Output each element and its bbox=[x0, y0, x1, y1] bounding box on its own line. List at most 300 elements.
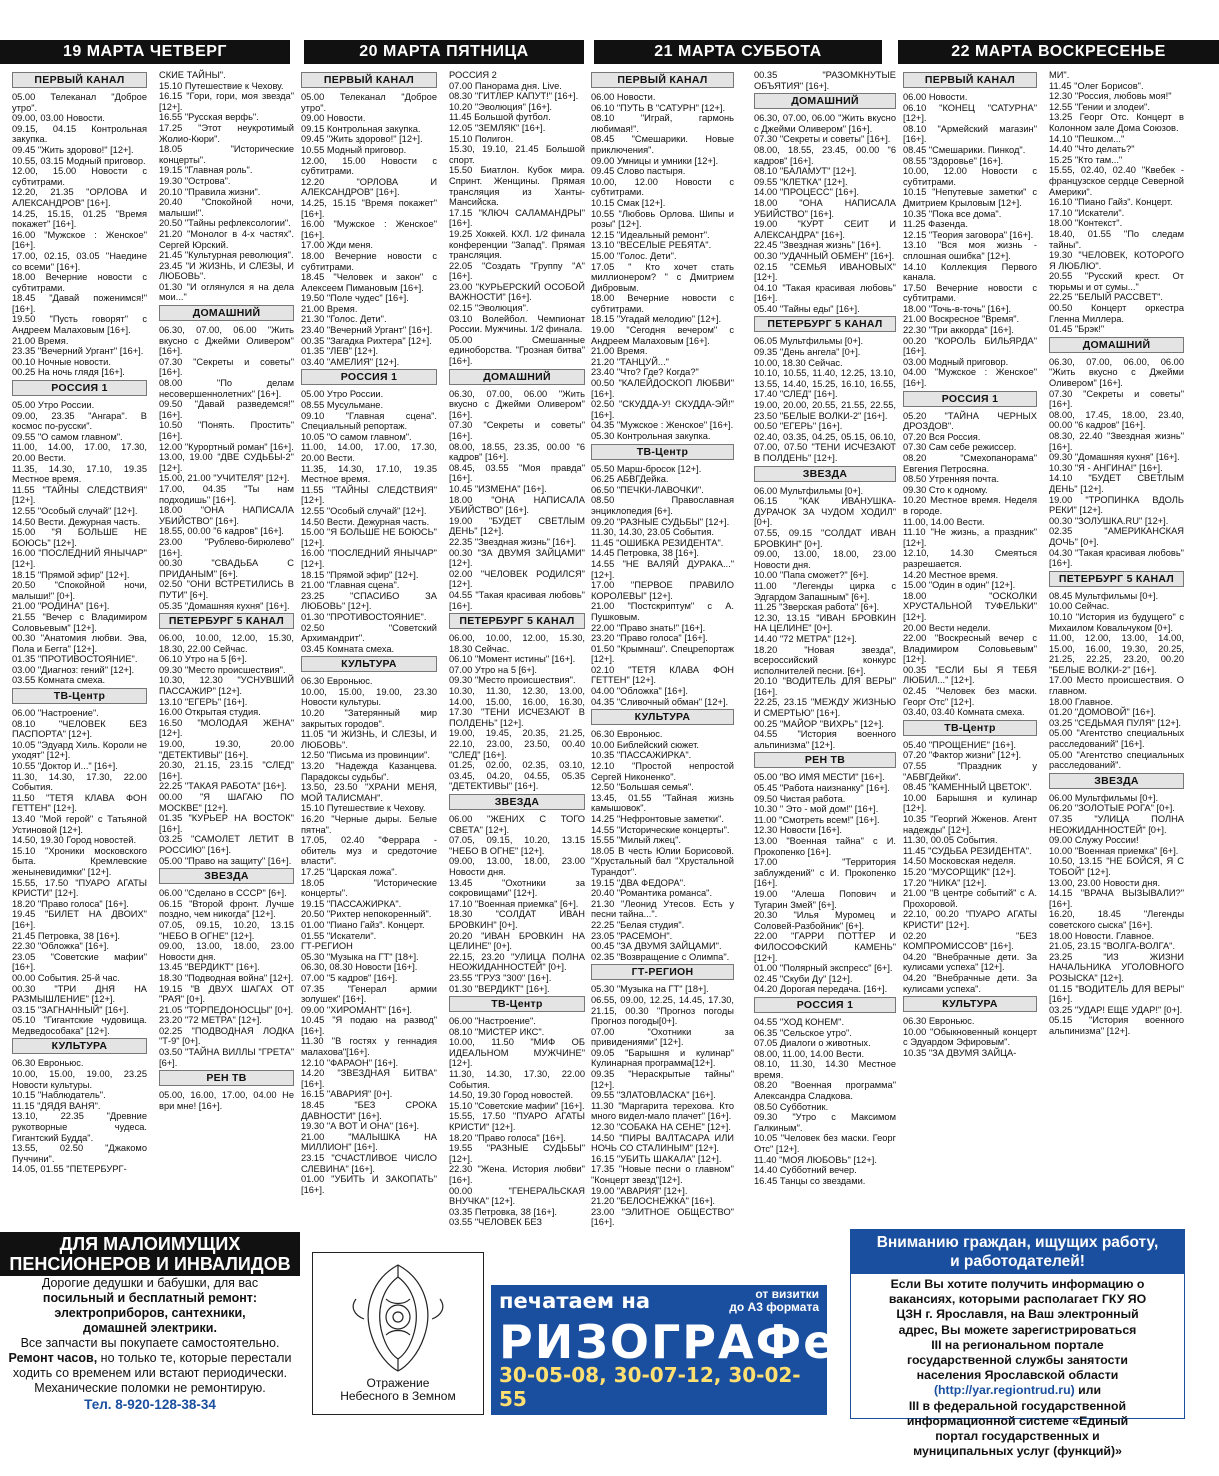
program-listing: 22.00 "Право знать!" [16+]. bbox=[591, 622, 706, 633]
program-listing: 07.30 "Секреты и советы" [16+]. bbox=[449, 420, 585, 441]
program-listing: 11.10 "Не жизнь, а праздник" [12+]. bbox=[903, 527, 1037, 548]
program-listing: 19.00 "Сегодня вечером" с Андреем Малаховым [16+]. bbox=[591, 325, 734, 346]
program-listing: 18.05 В честь Юлии Борисовой. "Хрустальный бал "Хрустальной Турандот". bbox=[591, 845, 734, 877]
program-listing: 09.50 "Давай разведемся!" [16+]. bbox=[159, 399, 294, 420]
program-listing: 23.00 "КУРЬЕРСКИЙ ОСОБОЙ ВАЖНОСТИ" [16+]. bbox=[449, 281, 585, 303]
program-listing: 12.10 "ФАРАОН" [16+]. bbox=[301, 1057, 399, 1068]
program-listing: 00.30 "ТРИ ДНЯ НА РАЗМЫШЛЕНИЕ" [12+]. bbox=[12, 983, 147, 1005]
program-listing: 13.40 "Мой герой" с Татьяной Устиновой [12+]. bbox=[12, 814, 147, 835]
program-listing: 07.00 "5 кадров" [16+]. bbox=[301, 972, 398, 983]
program-listing: 15.55, 17.50 "ПУАРО АГАТЫ КРИСТИ" [12+]. bbox=[449, 1111, 585, 1133]
program-listing: 18.45 "БЕЗ СРОКА ДАВНОСТИ" [16+]. bbox=[301, 1100, 437, 1121]
program-listing: 22.25 "БЕЛЫЙ РАССВЕТ". bbox=[1049, 292, 1164, 303]
program-listing: 01.30 "ВЕРДИКТ" [16+]. bbox=[449, 983, 550, 994]
program-listing: 01.35 "ПРОТИВОСТОЯНИЕ". bbox=[12, 654, 138, 665]
program-listing: 23.40 "Что? Где? Когда?" bbox=[591, 367, 699, 378]
program-listing: 00.00 События. 25-й час. bbox=[12, 972, 120, 983]
jobs-ad-title-2: и работодателей! bbox=[950, 1253, 1085, 1270]
program-listing: 01.55 "Искатели". bbox=[301, 930, 377, 941]
program-listing: 23.20 "Право голоса" [16+]. bbox=[591, 633, 708, 644]
program-listing: 10.55 "Доктор И..." [16+]. bbox=[12, 761, 118, 772]
program-listing: 16.20, 18.45 "Легенды советского сыска" [16+]. bbox=[1049, 909, 1184, 930]
program-listing: 16.00 "Мужское : Женское" [16+]. bbox=[12, 229, 147, 251]
channel-header: ГТ-РЕГИОН bbox=[591, 964, 734, 980]
program-listing: 14.55 "Исторические концерты". bbox=[591, 824, 730, 835]
program-listing: 10.10, 10.55, 11.40, 12.25, 13.10, 13.55, 14.40, 15.25, 16.10, 16.55, 17.40 "СЛЕД" [16+]. bbox=[754, 368, 896, 400]
program-listing: 15.00, 21.00 "УЧИТЕЛЯ" [12+]. bbox=[159, 473, 290, 484]
program-listing: 00.10 Ночные новости. bbox=[12, 356, 111, 367]
program-listing: 09.30 "Домашняя кухня" [16+]. bbox=[1049, 452, 1180, 463]
channel-header: РОССИЯ 1 bbox=[301, 369, 437, 385]
program-listing: 06.00 "Настроение". bbox=[12, 708, 99, 719]
program-listing: 20.10 "Правила жизни". bbox=[159, 186, 261, 197]
program-listing: 11.55 "ТАЙНЫ СЛЕДСТВИЯ" [12+]. bbox=[12, 484, 147, 506]
program-listing: 19.00 "Алеша Попович и Тугарин Змей" [6+]. bbox=[754, 888, 896, 910]
program-listing: 14.55 "НЕ ВАЛЯЙ ДУРАКА..." [12+]. bbox=[591, 558, 734, 580]
program-listing: 05.00 "Агентство специальных расследований". bbox=[1049, 749, 1184, 771]
program-listing: 21.00 Воскресное "Время". bbox=[903, 314, 1020, 325]
program-listing: 10.00, 12.00 Новости с субтитрами. bbox=[903, 166, 1037, 187]
program-listing: 08.45, 03.55 "Моя правда" [16+]. bbox=[449, 462, 585, 484]
program-listing: 22.25 "Белая студия". bbox=[591, 919, 685, 930]
jobs-ad-url[interactable]: (http://yar.regiontrud.ru) bbox=[933, 1383, 1075, 1398]
program-listing: 16.20 "Черные дыры. Белые пятна". bbox=[301, 814, 437, 835]
repair-ad-line: Механические поломки не ремонтирую. bbox=[34, 1381, 266, 1395]
program-listing: 03.40 "АМЕЛИЯ" [12+]. bbox=[301, 356, 400, 367]
program-listing: 06.10 "Момент истины" [16+]. bbox=[449, 654, 576, 665]
program-listing: 12.55 "Гении и злодеи". bbox=[1049, 101, 1150, 112]
channel-header: ПЕТЕРБУРГ 5 КАНАЛ bbox=[159, 613, 294, 629]
program-listing: 05.00, 16.00, 17.00, 04.00 Не ври мне! [16+]. bbox=[159, 1090, 294, 1111]
program-listing: 06.00 "ЖЕНИХ С ТОГО СВЕТА" [12+]. bbox=[449, 814, 585, 835]
program-listing: 03.00 Модный приговор. bbox=[903, 356, 1009, 367]
program-listing: 19.55 "РАЗНЫЕ СУДЬБЫ" [12+]. bbox=[449, 1143, 585, 1164]
program-listing: 08.50 Православная энциклопедия [6+]. bbox=[591, 495, 734, 516]
program-listing: 17.00 Жди меня. bbox=[301, 240, 373, 251]
program-listing: 06.30, 08.30 Новости [16+]. bbox=[301, 962, 418, 973]
program-listing: 10.00, 15.00, 19.00, 23.30 Новости культуры. bbox=[301, 686, 437, 708]
program-listing: 17.05, 02.40 "Феррара - обитель муз и средоточие власти". bbox=[301, 835, 437, 867]
program-listing: 09.45 "Жить здорово!" [12+]. bbox=[12, 144, 134, 155]
risograph-ad bbox=[491, 1285, 837, 1415]
program-listing: 14.50, 19.30 Город новостей. bbox=[12, 835, 137, 846]
program-listing: 05.30 "Музыка на ГТ" [18+]. bbox=[591, 984, 709, 995]
program-listing: 10.55, 03.15 Модный приговор. bbox=[12, 155, 146, 166]
channel-header: ДОМАШНИЙ bbox=[1049, 337, 1184, 353]
program-listing: 11.45 Большой футбол. bbox=[449, 112, 551, 123]
program-listing: 13.10 "ВЕСЕЛЫЕ РЕБЯТА". bbox=[591, 240, 712, 251]
program-listing: 10.15 "Наблюдатель". bbox=[12, 1090, 106, 1101]
program-listing: 18.00 "ОНА НАПИСАЛА УБИЙСТВО" [16+]. bbox=[449, 494, 585, 516]
program-listing: 00.25 На ночь глядя [16+]. bbox=[12, 367, 125, 378]
program-listing: 00.20 "КОРОЛЬ БИЛЬЯРДА" [16+]. bbox=[903, 335, 1037, 357]
program-listing: 19.25 Хоккей. КХЛ. 1/2 финала конференции "Запад". Прямая трансляция. bbox=[449, 228, 585, 261]
program-listing: 10.30, 12.30 "УСНУВШИЙ ПАССАЖИР" [12+]. bbox=[159, 675, 294, 697]
program-listing: 11.30, 14.30, 17.30, 22.00 События. bbox=[449, 1069, 585, 1090]
program-listing: 04.10 "Такая красивая любовь" [16+]. bbox=[754, 282, 896, 304]
program-listing: 13.10, 22.35 "Древние рукотворные чудеса. Гигантский Будда". bbox=[12, 1111, 147, 1143]
program-listing: 20.50 "Спокойной ночи, малыши!" [0+]. bbox=[12, 580, 147, 601]
program-listing: 18.00 "ОСКОЛКИ ХРУСТАЛЬНОЙ ТУФЕЛЬКИ" [12+]. bbox=[903, 590, 1037, 622]
program-listing: 02.00 "ЧЕЛОВЕК РОДИЛСЯ" [12+]. bbox=[449, 568, 585, 590]
program-listing: 17.25 "Царская ложа". bbox=[301, 866, 398, 877]
program-listing: 08.45 "Смешарики. Пинкод". bbox=[903, 144, 1026, 155]
program-listing: 08.00, 18.55, 23.35, 00.00 "6 кадров" [16+]. bbox=[449, 441, 585, 463]
program-listing: 18.00 "ОНА НАПИСАЛА УБИЙСТВО" [16+]. bbox=[754, 197, 896, 219]
program-listing: 06.00, 10.00, 12.00, 15.30, 18.30 Сейчас. bbox=[449, 633, 585, 654]
program-listing: 18.00 Новости. Главное. bbox=[1049, 930, 1155, 941]
program-listing: 06.55, 09.00, 12.25, 14.45, 17.30, 21.15, 00.30 "Прогноз погоды Прогноз погоды[0+]. bbox=[591, 994, 734, 1027]
program-listing: 00.30 "УДАЧНЫЙ ОБМЕН" [16+]. bbox=[754, 250, 895, 261]
program-listing: 07.30 "Секреты и советы" [16+]. bbox=[159, 356, 294, 378]
program-listing: 03.25 "УДАР! ЕЩЕ УДАР!" [0+]. bbox=[1049, 1004, 1183, 1015]
program-listing: 10.00 Сейчас. bbox=[1049, 601, 1110, 612]
program-listing: 09.20 "РАЗНЫЕ СУДЬБЫ" [12+]. bbox=[591, 516, 730, 527]
program-listing: 06.50 "ПЕЧКИ-ЛАВОЧКИ". bbox=[591, 484, 704, 495]
program-listing: 23.00 "Рублево-бирюлево" [16+]. bbox=[159, 536, 294, 558]
program-listing: 07.30 "Секреты и советы" [16+]. bbox=[1049, 388, 1184, 410]
program-listing: 11.30 "В гостях у геннадия малахова"[16+]. bbox=[301, 1036, 437, 1058]
program-listing: 07.05, 09.15, 10.20, 13.15 "НЕБО В ОГНЕ" [12+]. bbox=[449, 835, 585, 856]
program-listing: 06.30, 07.00, 06.00, 06.00 "Жить вкусно с Джейми Оливером" [16+]. bbox=[1049, 356, 1184, 389]
repair-ad-title-2: ПЕНСИОНЕРОВ И ИНВАЛИДОВ bbox=[0, 1254, 300, 1276]
program-listing: 09.30 "Место происшествия". bbox=[449, 675, 576, 686]
program-listing: 14.10 "Пешком..." bbox=[1049, 133, 1125, 144]
program-listing: 07.00 Утро на 5 [6+]. bbox=[449, 664, 537, 675]
program-column-7 bbox=[903, 70, 1037, 1218]
program-listing: 08.10, 11.30, 14.30 Местное время. bbox=[754, 1059, 896, 1080]
program-listing: 04.20 Дорогая передача. [16+]. bbox=[754, 984, 888, 995]
program-listing: 03.25 "САМОЛЕТ ЛЕТИТ В РОССИЮ" [16+]. bbox=[159, 834, 294, 855]
program-listing: 17.00 "ПЕРВОЕ ПРАВИЛО КОРОЛЕВЫ" [12+]. bbox=[591, 580, 734, 601]
program-listing: 18.45 "Давай поженимся!" [16+]. bbox=[12, 293, 147, 314]
program-listing: 10.15 Смак [12+]. bbox=[591, 197, 666, 208]
program-listing: 10.20 "Эволюция" [16+]. bbox=[449, 101, 552, 112]
program-listing: 15.55 "Милый лжец". bbox=[591, 835, 681, 846]
program-column-4 bbox=[449, 70, 585, 1280]
program-listing: 15.30, 19.10, 21.45 Большой спорт. bbox=[449, 144, 585, 165]
channel-header: КУЛЬТУРА bbox=[12, 1038, 147, 1054]
program-listing: 01.35 "ЛЕВ" [12+]. bbox=[301, 346, 379, 357]
repair-ad-line: ходить со временем или встают периодически. bbox=[12, 1366, 288, 1380]
program-listing: 04.55 "ХОД КОНЕМ". bbox=[754, 1016, 845, 1027]
program-listing: 18.05 "Исторические концерты". bbox=[159, 144, 294, 165]
program-listing: 15.20 "МУСОРЩИК" [12+]. bbox=[903, 866, 1016, 877]
channel-header: КУЛЬТУРА bbox=[591, 709, 734, 725]
program-listing: 09.55 "О самом главном". bbox=[12, 431, 123, 442]
program-listing: 07.30 "Секреты и советы" [16+]. bbox=[754, 134, 891, 145]
program-listing: 14.25, 15.15 "Время покажет" [16+]. bbox=[301, 197, 437, 219]
program-listing: 05.50 Марш-бросок [12+]. bbox=[591, 463, 702, 474]
program-listing: 05.00 Телеканал "Доброе утро". bbox=[12, 92, 147, 113]
program-listing: 12.00, 15.00 Новости с субтитрами. bbox=[12, 166, 147, 187]
program-listing: 14.15 "ВРАЧА ВЫЗЫВАЛИ?" [16+]. bbox=[1049, 888, 1184, 909]
repair-ad-phone: Тел. 8-920-128-38-34 bbox=[84, 1397, 216, 1412]
program-listing: 03.55 Комната смеха. bbox=[12, 675, 106, 686]
program-listing: 10.30 "Я - АНГИНА!" [16+]. bbox=[1049, 462, 1163, 473]
program-listing: 19.30 "А ВОТ И ОНА" [16+]. bbox=[301, 1121, 420, 1132]
program-listing: 02.20 "БЕЗ КОМПРОМИССОВ" [16+]. bbox=[903, 930, 1037, 952]
program-column-1 bbox=[12, 70, 147, 1222]
program-listing: 13.45 "ВЕРДИКТ" [16+]. bbox=[159, 962, 260, 973]
program-listing: 10.20 Местное время. Неделя в городе. bbox=[903, 495, 1037, 516]
program-listing: 01.25, 02.00, 02.35, 03.10, 03.45, 04.20, 04.55, 05.35 "ДЕТЕКТИВЫ" [16+]. bbox=[449, 760, 585, 792]
program-listing: 15.10 Полигон. bbox=[449, 133, 514, 144]
program-listing: 04.55 "История военного альпинизма" [12+]. bbox=[754, 729, 896, 750]
channel-header: ПЕТЕРБУРГ 5 КАНАЛ bbox=[754, 316, 896, 332]
program-listing: 11.30, 14.30, 23.05 События. bbox=[591, 527, 714, 538]
program-listing: 04.00 "Мужское : Женское" [16+]. bbox=[903, 367, 1037, 389]
program-listing: 18.00 "Контекст". bbox=[1049, 218, 1123, 229]
risograph-ad-format-2: до А3 формата bbox=[729, 1300, 819, 1314]
program-listing: 01.20 "ДОМОВОЙ" [16+]. bbox=[1049, 707, 1156, 718]
program-listing: 04.00 "Обложка" [16+]. bbox=[591, 686, 688, 697]
program-listing: 17.25 "Этот неукротимый Жолио-Кюри". bbox=[159, 122, 294, 144]
program-listing: 05.15 "История военного альпинизма" [12+]. bbox=[1049, 1015, 1184, 1036]
program-listing: 17.35 "Новые песни о главном" "Концерт звезд"[12+]. bbox=[591, 1164, 734, 1185]
program-listing: 09.15, 04.15 Контрольная закупка. bbox=[12, 123, 147, 145]
program-listing: 14.50 Вести. Дежурная часть. bbox=[12, 516, 141, 527]
program-listing: 17.05 " Кто хочет стать миллионером? " с Дмитрием Дибровым. bbox=[591, 261, 734, 293]
program-listing: 21.30 "Голос. Дети". bbox=[301, 314, 387, 325]
program-listing: 12.10, 14.30 Смеяться разрешается. bbox=[903, 548, 1037, 569]
program-listing: 04.20 "Внебрачные дети. За кулисами успеха". bbox=[903, 972, 1037, 994]
program-listing: 18.15 "Угадай мелодию" [12+]. bbox=[591, 314, 722, 325]
program-listing: 13.50, 23.50 "ХРАНИ МЕНЯ, МОЙ ТАЛИСМАН". bbox=[301, 782, 437, 803]
program-listing: 06.20 "ЗОЛОТЫЕ РОГА" [0+]. bbox=[1049, 803, 1175, 814]
program-listing: 10.00 "Военная приемка" [6+]. bbox=[1049, 845, 1179, 856]
program-listing: 22.00 "ГАРРИ ПОТТЕР И ФИЛОСОФСКИЙ КАМЕНЬ" [12+]. bbox=[754, 931, 896, 963]
program-listing: 10.30, 11.30, 12.30, 13.00, 14.00, 15.00, 16.00, 16.30, 17.30 "ТЕНИ ИСЧЕЗАЮТ В ПОЛДЕНЬ" [12+]. bbox=[449, 686, 585, 728]
jobs-ad-line: III на региональном портале bbox=[931, 1337, 1104, 1352]
logo-ad bbox=[312, 1252, 484, 1415]
program-listing: 11.00 "Смотреть всем!" [16+]. bbox=[754, 814, 880, 825]
program-listing: 19.00 "БУДЕТ СВЕТЛЫМ ДЕНЬ" [12+]. bbox=[449, 515, 585, 537]
program-listing: 09.35 "День ангела" [0+]. bbox=[754, 347, 861, 358]
jobs-ad-line: информационной системе «Единый bbox=[906, 1413, 1129, 1428]
program-listing: 09.15 Контрольная закупка. bbox=[301, 123, 421, 134]
risograph-ad-lead: печатаем на bbox=[499, 1289, 651, 1313]
channel-header: ТВ-Центр bbox=[12, 688, 147, 704]
program-listing: 16.00 Открытая студия. bbox=[159, 707, 261, 718]
program-listing: 02.35 "Возвращение с Олимпа". bbox=[591, 951, 730, 962]
program-listing: 04.20 "Внебрачные дети. За кулисами успеха" [12+]. bbox=[903, 951, 1037, 973]
program-listing: 19.00 "ТРОПИНКА ВДОЛЬ РЕКИ" [12+]. bbox=[1049, 494, 1184, 516]
program-listing: 14.10 Коллекция Первого канала. bbox=[903, 261, 1037, 283]
program-listing: 10.00, 11.50 "МИФ ОБ ИДЕАЛЬНОМ МУЖЧИНЕ" [12+]. bbox=[449, 1037, 585, 1069]
program-listing: 15.10 "Хроники московского быта. Кремлевские женыневидимки" [12+]. bbox=[12, 845, 147, 877]
program-listing: 14.50 Московская неделя. bbox=[903, 856, 1016, 867]
program-listing: 06.00 Мультфильмы [0+]. bbox=[754, 485, 864, 496]
program-listing: 02.25 "ПОДВОДНАЯ ЛОДКА "Т-9" [0+]. bbox=[159, 1025, 294, 1047]
repair-ad-title-1: ДЛЯ МАЛОИМУЩИХ bbox=[0, 1232, 300, 1254]
program-listing: 18.20 "Новая звезда", всероссийский конкурс исполнителей песни. [6+]. bbox=[754, 644, 896, 676]
program-listing: 16.15 "УБИТЬ ШАКАЛА" [12+]. bbox=[591, 1153, 722, 1164]
program-listing: 17.00, 02.15, 03.05 "Наедине со всеми" [16+]. bbox=[12, 250, 147, 272]
repair-ad bbox=[0, 1232, 300, 1416]
program-listing: 08.00, 11.00, 14.00 Вести. bbox=[754, 1048, 865, 1059]
program-listing: 08.50 Субботник. bbox=[754, 1101, 829, 1112]
program-listing: 17.10 "Военная приемка" [6+]. bbox=[449, 898, 579, 909]
program-listing: 23.15 "СЧАСТЛИВОЕ ЧИСЛО СЛЕВИНА" [16+]. bbox=[301, 1153, 437, 1174]
program-listing: 07.35 "УЛИЦА ПОЛНА НЕОЖИДАННОСТЕЙ" [0+]. bbox=[1049, 814, 1184, 835]
program-listing: 08.55 Мусульмане. bbox=[301, 400, 384, 411]
program-listing: 08.30, 22.40 "Звездная жизнь" [16+]. bbox=[1049, 431, 1184, 452]
program-listing: 09.00 Служу России! bbox=[1049, 835, 1139, 846]
program-listing: 18.00 Вечерние новости с субтитрами. bbox=[301, 250, 437, 272]
program-column-3 bbox=[301, 70, 437, 1245]
program-listing: 23.05 "Советские мафии" [16+]. bbox=[12, 951, 147, 973]
program-listing: 16.45 Танцы со звездами. bbox=[754, 1175, 866, 1186]
program-listing: 09.00, 03.00 Новости. bbox=[12, 113, 105, 124]
program-listing: 06.30, 07.00, 06.00 "Жить вкусно с Джейми Оливером" [16+]. bbox=[754, 113, 896, 134]
program-listing: 14.50 "ПИРЫ ВАЛТАСАРА ИЛИ НОЧЬ СО СТАЛИНЫМ" [12+]. bbox=[591, 1132, 734, 1154]
program-listing: 13.00, 19.00 "ДВЕ СУДЬБЫ-2" [12+]. bbox=[159, 452, 294, 473]
program-listing: 08.00, 17.45, 18.00, 23.40, 00.00 "6 кадров" [16+]. bbox=[1049, 409, 1184, 431]
jobs-ad-line: муниципальных услуг (функций)» bbox=[913, 1444, 1122, 1459]
program-listing: 21.20 "Монолог в 4-х частях". Сергей Юрский. bbox=[159, 228, 294, 250]
program-listing: 14.50, 19.30 Город новостей. bbox=[449, 1090, 574, 1101]
jobs-ad-line: государственной службы занятости bbox=[906, 1353, 1128, 1368]
program-listing: 19.45 "БИЛЕТ НА ДВОИХ" [16+]. bbox=[12, 909, 147, 930]
program-listing: 08.10 "Армейский магазин" [16+]. bbox=[903, 123, 1037, 145]
program-listing: 10.05 "Эдуард Хиль. Короли не уходят" [12+]. bbox=[12, 739, 147, 761]
program-listing: 12.20 "ОРЛОВА И АЛЕКСАНДРОВ" [16+]. bbox=[301, 176, 437, 198]
program-listing: 10.45 "Я подаю на развод" [16+]. bbox=[301, 1015, 437, 1036]
channel-header: ДОМАШНИЙ bbox=[159, 305, 294, 321]
program-listing: 06.30 Евроньюс. bbox=[903, 1016, 975, 1027]
program-listing: 11.00, 14.00, 17.00, 17.30, 20.00 Вести. bbox=[12, 442, 147, 463]
program-listing: 00.50 "ЕГЕРЬ" [16+]. bbox=[754, 421, 843, 432]
program-listing: 10.00, 15.00, 19.00, 23.25 Новости культуры. bbox=[12, 1069, 147, 1090]
channel-header: РОССИЯ 1 bbox=[12, 380, 147, 396]
jobs-ad-url-suffix: или bbox=[1074, 1383, 1102, 1398]
program-listing: 11.00, 14.00 Вести. bbox=[903, 516, 985, 527]
channel-header: ТВ-Центр bbox=[449, 996, 585, 1012]
program-listing: 12.50 "Большая семья". bbox=[591, 782, 694, 793]
program-listing: 08.45 Мультфильмы [0+]. bbox=[1049, 590, 1159, 601]
channel-header: КУЛЬТУРА bbox=[301, 656, 437, 672]
program-listing: 00.45 "ЗА ДВУМЯ ЗАЙЦАМИ". bbox=[591, 941, 722, 952]
jobs-ad-line: населения Ярославской области bbox=[916, 1368, 1119, 1383]
program-listing: 13.45, 01.55 "Тайная жизнь камышовок". bbox=[591, 792, 734, 814]
program-listing: 09.00 "ХИРОМАНТ" [16+]. bbox=[301, 1004, 412, 1015]
program-listing: 22.15, 23.20 "УЛИЦА ПОЛНА НЕОЖИДАННОСТЕЙ" [0+]. bbox=[449, 951, 585, 973]
program-listing: 20.40 "Романтика романса". bbox=[591, 888, 713, 899]
program-listing: 01.35 "КУРЬЕР НА ВОСТОК" [16+]. bbox=[159, 813, 294, 834]
program-listing: 23.35 "Вечерний Ургант" [16+]. bbox=[12, 346, 144, 357]
program-listing: 06.05 Мультфильмы [0+]. bbox=[754, 336, 864, 347]
program-listing: 09.35 "Нераскрытые тайны" [12+]. bbox=[591, 1069, 734, 1090]
program-listing: 02.45 "Скуби Ду" [12+]. bbox=[754, 973, 853, 984]
channel-header: ЗВЕЗДА bbox=[754, 466, 896, 482]
program-listing: 03.35 Петровка, 38 [16+]. bbox=[449, 1206, 557, 1217]
program-listing: 10.20 "Затерянный мир закрытых городов". bbox=[301, 708, 437, 729]
repair-ad-line: Все запчасти вы покупаете самостоятельно. bbox=[20, 1336, 280, 1350]
program-listing: 11.35, 14.30, 17.10, 19.35 Местное время. bbox=[301, 463, 437, 485]
repair-ad-line: электроприборов, сантехники, bbox=[54, 1306, 246, 1320]
program-listing: 20.00 Вести недели. bbox=[903, 622, 991, 633]
repair-ad-line: домашней электрики. bbox=[83, 1321, 217, 1335]
program-listing: 10.35 "Георгий Жженов. Агент надежды" [12+]. bbox=[903, 814, 1037, 835]
program-listing: 14.50 Вести. Дежурная часть. bbox=[301, 516, 430, 527]
channel-header: ПЕРВЫЙ КАНАЛ bbox=[591, 72, 734, 88]
program-listing: 10.35 "Пока все дома". bbox=[903, 208, 1002, 219]
program-listing: 17.10 "Искатели". bbox=[1049, 207, 1125, 218]
program-listing: 19.15 "ПАССАЖИРКА". bbox=[301, 898, 402, 909]
program-listing: МИ". bbox=[1049, 70, 1070, 80]
program-listing: 23.05 "РАСЕМОН". bbox=[591, 930, 673, 941]
program-listing: 03.55 "ЧЕЛОВЕК БЕЗ bbox=[449, 1217, 542, 1228]
program-listing: 14.20 Местное время. bbox=[903, 569, 999, 580]
jobs-ad-url-line bbox=[855, 1383, 1180, 1398]
program-listing: 21.00 "МАЛЫШКА НА МИЛЛИОН" [16+]. bbox=[301, 1131, 437, 1153]
program-listing: 09.55 "ЗЛАТОВЛАСКА" [16+]. bbox=[591, 1090, 716, 1101]
program-listing: 10.15 "Непутевые заметки" с Дмитрием Крыловым [12+]. bbox=[903, 187, 1037, 208]
program-listing: 15.00 "Голос. Дети". bbox=[591, 250, 677, 261]
channel-header: ПЕТЕРБУРГ 5 КАНАЛ bbox=[449, 613, 585, 629]
repair-ad-line: Дорогие дедушки и бабушки, для вас bbox=[41, 1276, 259, 1290]
program-listing: 11.25 Фазенда. bbox=[903, 219, 968, 230]
program-listing: 06.00 "Сделано в СССР" [6+]. bbox=[159, 888, 287, 899]
program-listing: 13.10 "ЕГЕРЬ" [16+]. bbox=[159, 696, 248, 707]
day-header-friday: 20 МАРТА ПЯТНИЦА bbox=[304, 40, 584, 64]
program-listing: 14.00 "ПРОЦЕСС" [16+]. bbox=[754, 187, 859, 198]
program-listing: 05.35 "Домашняя кухня" [16+]. bbox=[159, 600, 290, 611]
program-listing: 06.30, 07.00, 06.00 "Жить вкусно с Джейми Оливером" [16+]. bbox=[449, 388, 585, 420]
program-listing: 18.05 "Исторические концерты". bbox=[301, 877, 437, 899]
program-listing: 10.05 "О самом главном". bbox=[301, 431, 412, 442]
program-listing: 00.50 "КАЛЕЙДОСКОП ЛЮБВИ" [16+]. bbox=[591, 378, 734, 399]
program-listing: 08.30 "ГИТЛЕР КАПУТ!" [16+]. bbox=[449, 91, 579, 102]
program-listing: 23.25 "ИЗ ЖИЗНИ НАЧАЛЬНИКА УГОЛОВНОГО РОЗЫСКА" [12+]. bbox=[1049, 951, 1184, 983]
program-listing: 08.55 "Здоровье" [16+]. bbox=[903, 155, 1004, 166]
program-listing: 15.00 "Один в один" [12+]. bbox=[903, 580, 1016, 591]
program-listing: 20.10 "ВОДИТЕЛЬ ДЛЯ ВЕРЫ" [16+]. bbox=[754, 676, 896, 697]
program-listing: 21.30 "Леонид Утесов. Есть у песни тайна...". bbox=[591, 898, 734, 920]
program-listing: 16.50 "МОЛОДАЯ ЖЕНА" [12+]. bbox=[159, 717, 294, 739]
program-listing: 13.00 "Военная тайна" с И. Прокопенко [16+]. bbox=[754, 836, 896, 857]
program-listing: 20.20 "ИВАН БРОВКИН НА ЦЕЛИНЕ" [0+]. bbox=[449, 930, 585, 952]
program-listing: 15.10 "Советские мафии" [16+]. bbox=[449, 1100, 585, 1111]
program-listing: 14.45 Петровка, 38 [16+]. bbox=[591, 548, 699, 559]
program-listing: 23.55 "ГРУЗ "300" [16+]. bbox=[449, 972, 552, 983]
program-listing: 04.35 "Сливочный обман" [12+]. bbox=[591, 696, 729, 707]
jobs-ad-line: адрес, Вы можете зарегистрироваться bbox=[898, 1322, 1137, 1337]
jobs-ad-line: ЦЗН г. Ярославля, на Ваш электронный bbox=[896, 1307, 1139, 1322]
program-listing: 05.30 "Музыка на ГТ" [18+]. bbox=[301, 951, 419, 962]
program-listing: 00.30 "СВАДЬБА С ПРИДАНЫМ" [6+]. bbox=[159, 558, 294, 579]
program-listing: 19.00 "КУРТ СЕИТ И АЛЕКСАНДРА" [16+]. bbox=[754, 219, 896, 240]
program-listing: 20.55 "Русский крест. От тюрьмы и от сумы..." bbox=[1049, 271, 1184, 292]
program-listing: 01.50 "Крымнаш". Спецрепортаж [12+]. bbox=[591, 643, 734, 665]
program-listing: 12.15 "Теория заговора" [16+]. bbox=[903, 229, 1034, 240]
program-listing: 19.15 "ДВА ФЕДОРА". bbox=[591, 877, 686, 888]
channel-header: ПЕРВЫЙ КАНАЛ bbox=[903, 72, 1037, 88]
program-listing: 12.00 "Курортный роман" [16+]. bbox=[159, 441, 294, 452]
channel-header: ЗВЕЗДА bbox=[159, 868, 294, 884]
risograph-ad-title: РИЗОГРАФе bbox=[499, 1315, 837, 1369]
program-listing: 10.05 "Человек без маски. Георг Отс" [12+]. bbox=[754, 1133, 896, 1155]
program-listing: 06.00 Мультфильмы [0+]. bbox=[1049, 792, 1159, 803]
program-listing: 05.45 "Работа наизнанку" [16+]. bbox=[754, 783, 890, 794]
program-listing: 10.55 "Любовь Орлова. Шипы и розы" [12+]. bbox=[591, 208, 734, 230]
channel-header: РЕН ТВ bbox=[754, 752, 896, 768]
program-listing: 16.00 "ПОСЛЕДНИЙ ЯНЫЧАР" [12+]. bbox=[12, 548, 147, 569]
program-listing: 04.35 "Мужское : Женское" [16+]. bbox=[591, 420, 734, 431]
program-column-5 bbox=[591, 70, 734, 1280]
program-listing: 22.30 "Обложка" [16+]. bbox=[12, 941, 109, 952]
